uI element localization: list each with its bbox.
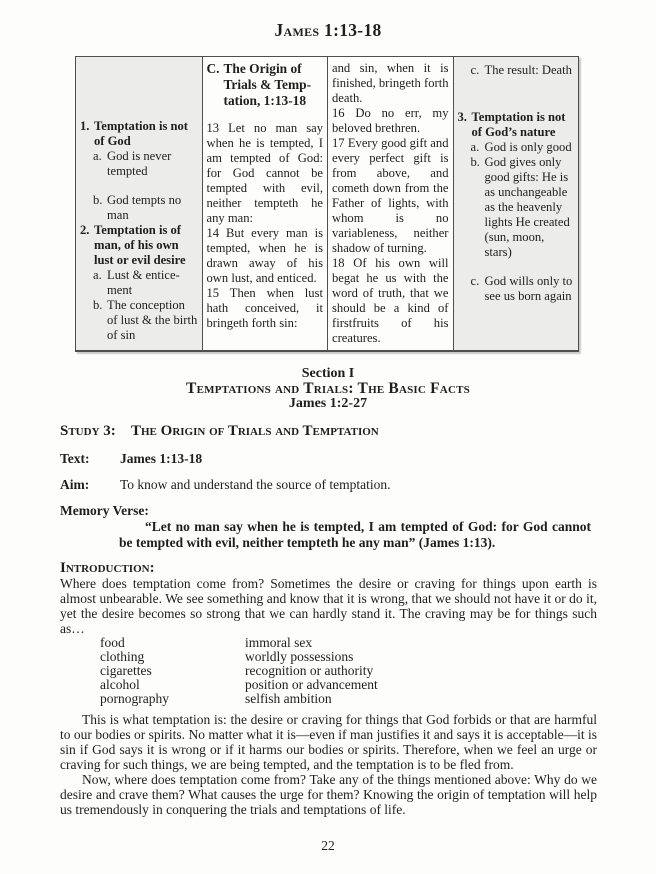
outline-item-number: b. xyxy=(93,298,103,312)
page-title: James 1:13-18 xyxy=(274,20,382,40)
scripture-verse: and sin, when it is finished, bringeth forth death. xyxy=(332,61,449,105)
scripture-verse: 18 Of his own will begat he us with the word of truth, that we should be a kind of firstfruits of his creatures. xyxy=(332,256,449,345)
outline-item-text: Lust & entice-ment xyxy=(107,268,180,297)
body-content xyxy=(0,423,656,817)
outline-item-text: The conception of lust & the birth of sin xyxy=(107,298,198,342)
outline-item xyxy=(458,63,575,78)
scripture-verses-1 xyxy=(207,121,324,331)
craving-item-right: immoral sex xyxy=(245,635,313,650)
text-row xyxy=(60,451,597,466)
scripture-verses-2 xyxy=(332,61,449,346)
text-value: James 1:13-18 xyxy=(120,451,203,466)
craving-item-right: position or advancement xyxy=(245,677,378,692)
craving-row xyxy=(100,650,597,664)
outline-item xyxy=(458,110,575,140)
craving-row xyxy=(100,692,597,706)
scripture-heading-label: C. xyxy=(206,61,220,76)
craving-item-right: selfish ambition xyxy=(245,691,332,706)
craving-item-left: alcohol xyxy=(100,677,140,692)
outline-item-text: Temptation is of man, of his own lust or evil desire xyxy=(94,223,186,267)
outline-item-number: b. xyxy=(470,155,480,169)
outline-item-text: God tempts no man xyxy=(107,193,182,222)
scripture-column-1 xyxy=(202,57,328,350)
scripture-verse: 16 Do no err, my beloved brethren. xyxy=(332,106,449,135)
memory-verse-label: Memory Verse: xyxy=(60,503,149,518)
intro-paragraph-1: Where does temptation come from? Sometimes the desire or craving for things upon earth is almost unbearable. We see something and know that it is wrong, that we should not have it or do it, yet the desire becomes so strong that we can hardly stand it. The craving may be for things such as… xyxy=(60,576,597,636)
outline-item xyxy=(80,193,198,223)
outline-table xyxy=(75,56,579,352)
outline-item-number: c. xyxy=(470,63,480,77)
scripture-verse: 14 But every man is tempted, when he is drawn away of his own lust, and enticed. xyxy=(206,226,323,285)
text-label: Text: xyxy=(60,451,90,466)
aim-label: Aim: xyxy=(60,477,90,492)
outline-item xyxy=(458,155,575,260)
scripture-verse: 15 Then when lust hath conceived, it bringeth forth sin: xyxy=(206,286,323,330)
intro-paragraph-2: This is what temptation is: the desire or craving for things that God forbids or that are harmful to our bodies or spirits. No matter what it is—even if man justifies it and says it is acceptable—it is sin if God says it is wrong or if it harms our bodies or spirits. Therefore, when we feel an urge or craving for such things, we are being tempted, and the temptation is to be fled from. xyxy=(60,712,597,772)
scripture-column-2 xyxy=(327,57,453,350)
outline-item xyxy=(80,149,198,179)
craving-list xyxy=(100,636,597,706)
outline-item xyxy=(80,119,198,149)
outline-item-number: a. xyxy=(470,140,480,154)
outline-item-number: b. xyxy=(93,193,103,207)
study-heading xyxy=(60,423,597,440)
craving-item-left: food xyxy=(100,635,125,650)
scripture-verse: 13 Let no man say when he is tempted, I am tempted of God: for God cannot be tempted with evil, neither tempteth he any man: xyxy=(206,121,323,225)
craving-row xyxy=(100,636,597,650)
craving-item-right: worldly possessions xyxy=(245,649,354,664)
outline-item-number: a. xyxy=(93,268,102,282)
craving-row xyxy=(100,664,597,678)
outline-item xyxy=(80,268,198,298)
section-number: Section I xyxy=(301,366,355,381)
craving-row xyxy=(100,678,597,692)
study-title: The Origin of Trials and Temptation xyxy=(131,423,379,439)
craving-item-right: recognition or authority xyxy=(245,663,374,678)
outline-item xyxy=(80,223,198,268)
outline-item-text: God gives only good gifts: He is as unchangeable as the heavenly lights He created (sun, moon, stars) xyxy=(484,155,570,259)
outline-item xyxy=(458,274,575,304)
outline-left-column xyxy=(76,57,202,350)
scripture-heading xyxy=(207,61,324,109)
introduction-heading: Introduction: xyxy=(60,560,155,576)
outline-item-text: The result: Death xyxy=(484,63,572,77)
outline-item-number: 2. xyxy=(80,223,90,237)
outline-item-text: Temptation is not of God’s nature xyxy=(471,110,566,139)
craving-item-left: clothing xyxy=(100,649,145,664)
outline-item xyxy=(458,140,575,155)
outline-item-text: God is never tempted xyxy=(107,149,172,178)
outline-item-number: a. xyxy=(93,149,102,163)
craving-item-left: pornography xyxy=(100,691,169,706)
page-number: 22 xyxy=(321,838,335,853)
section-heading xyxy=(0,366,656,411)
scripture-heading-text: The Origin of Trials & Temp- tation, 1:13-18 xyxy=(223,61,312,108)
aim-row xyxy=(60,477,597,492)
outline-item-number: c. xyxy=(470,274,480,288)
aim-value: To know and understand the source of temptation. xyxy=(120,477,391,492)
memory-verse-text: “Let no man say when he is tempted, I am tempted of God: for God cannot be tempted with evil, neither tempteth he any man” (James 1:13). xyxy=(119,519,591,550)
section-reference: James 1:2-27 xyxy=(288,396,368,411)
study-label: Study 3: xyxy=(60,423,116,439)
outline-item xyxy=(80,298,198,343)
scripture-verse: 17 Every good gift and every perfect gift is from above, and cometh down from the Father of lights, with whom is no variableness, neither shadow of turning. xyxy=(332,136,449,255)
outline-item-text: Temptation is not of God xyxy=(94,119,189,148)
outline-right-column xyxy=(453,57,579,350)
outline-item-text: God wills only to see us born again xyxy=(484,274,573,303)
outline-item-number: 1. xyxy=(80,119,90,133)
section-title: Temptations and Trials: The Basic Facts xyxy=(186,380,470,397)
outline-item-number: 3. xyxy=(457,110,467,124)
outline-item-text: God is only good xyxy=(484,140,572,154)
intro-paragraph-3: Now, where does temptation come from? Take any of the things mentioned above: Why do we desire and crave them? What causes the urge for them? Knowing the origin of temptation will help us tremendously in conquering the trials and temptations of life. xyxy=(60,772,597,817)
craving-item-left: cigarettes xyxy=(100,663,152,678)
